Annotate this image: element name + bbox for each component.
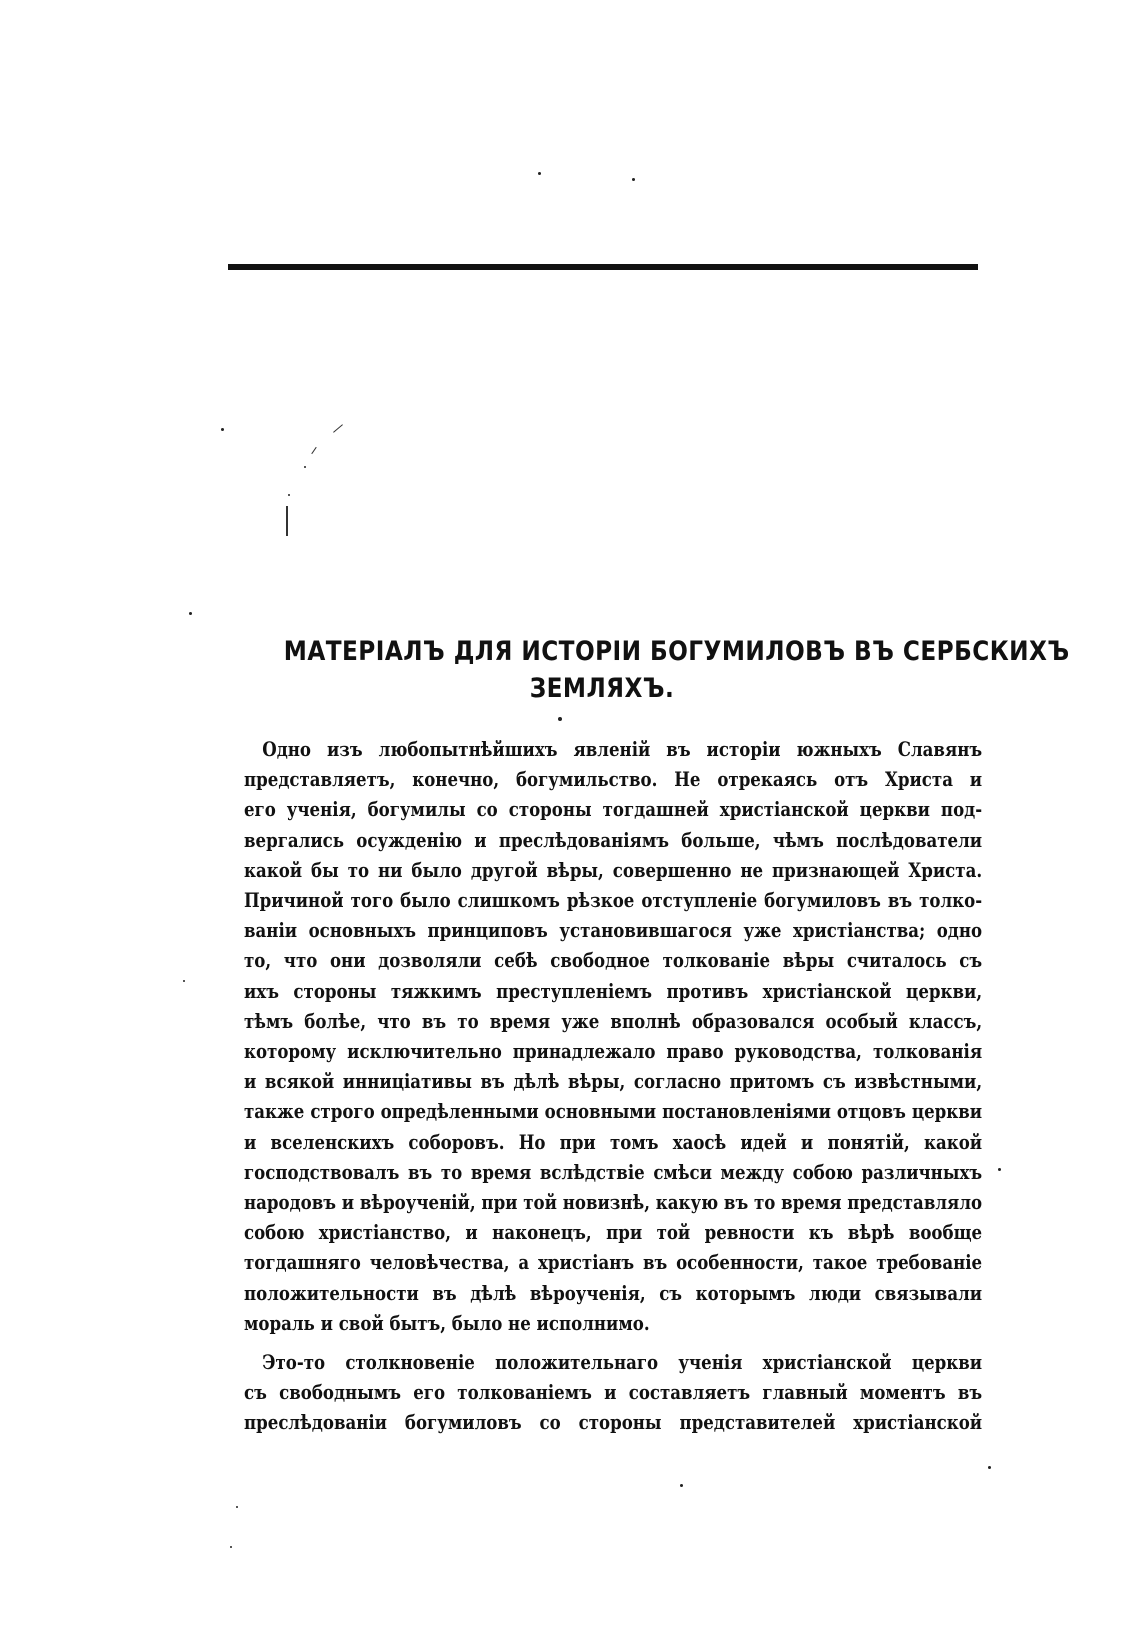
text-line: положительности въ дѣлѣ вѣроученія, съ которымъ люди связывали	[244, 1280, 983, 1305]
text-line: Одно изъ любопытнѣйшихъ явленій въ исторіи южныхъ Славянъ	[262, 737, 983, 761]
scan-speck	[304, 466, 306, 468]
text-line: преслѣдованіи богумиловъ со стороны представителей христіанской	[244, 1410, 983, 1435]
text-line: собою христіанство, и наконецъ, при той ревности къ вѣрѣ вообще	[244, 1220, 983, 1245]
scan-speck	[558, 717, 562, 721]
title-line: МАТЕРІАЛЪ ДЛЯ ИСТОРІИ БОГУМИЛОВЪ ВЪ СЕРБСКИХЪ	[283, 636, 1070, 667]
text-line: которому исключительно принадлежало право руководства, толкованія	[244, 1039, 983, 1064]
text-line: господствовалъ въ то время вслѣдствіе смѣси между собою различныхъ	[244, 1159, 983, 1184]
text-line: мораль и свой бытъ, было не исполнимо.	[244, 1310, 650, 1335]
title-line: ЗЕМЛЯХЪ.	[529, 673, 675, 704]
scan-speck	[236, 1506, 238, 1508]
article-body	[244, 734, 982, 1438]
text-line: народовъ и вѣроученій, при той новизнѣ, какую въ то время представляло	[244, 1190, 983, 1215]
paragraph	[244, 734, 982, 1338]
scan-speck	[998, 1168, 1001, 1171]
scan-scratch	[333, 424, 343, 432]
text-line: ваніи основныхъ принциповъ установившагося уже христіанства; одно	[244, 918, 983, 943]
text-line: тогдашняго человѣчества, а христіанъ въ особенности, такое требованіе	[244, 1250, 983, 1275]
text-line: Это-то столкновеніе положительнаго ученія христіанской церкви	[262, 1350, 983, 1375]
text-line: то, что они дозволяли себѣ свободное толкованіе вѣры считалось съ	[244, 948, 983, 973]
scan-speck	[221, 428, 224, 431]
scan-speck	[183, 980, 185, 982]
text-line: ихъ стороны тяжкимъ преступленіемъ противъ христіанской церкви,	[244, 978, 983, 1003]
scan-speck	[230, 1546, 232, 1548]
text-line: тѣмъ болѣе, что въ то время уже вполнѣ образовался особый классъ,	[244, 1008, 983, 1033]
paragraph	[244, 1347, 982, 1438]
text-line: представляетъ, конечно, богумильство. Не отрекаясь отъ Христа и	[244, 767, 983, 792]
scan-speck	[538, 172, 541, 175]
text-line: Причиной того было слишкомъ рѣзкое отступленіе богумиловъ въ толко-	[244, 888, 983, 913]
scan-scratch	[286, 506, 288, 536]
top-rule	[228, 264, 978, 270]
text-line: его ученія, богумилы со стороны тогдашней христіанской церкви под-	[244, 797, 983, 822]
text-line: какой бы то ни было другой вѣры, совершенно не признающей Христа.	[244, 857, 983, 882]
scan-speck	[288, 494, 290, 496]
article-title	[283, 633, 1070, 707]
scan-speck	[632, 178, 635, 181]
scan-scratch	[311, 447, 316, 454]
scan-speck	[680, 1484, 683, 1487]
text-line: съ свободнымъ его толкованіемъ и составляетъ главный моментъ въ	[244, 1380, 983, 1405]
text-line: также строго опредѣленными основными постановленіями отцовъ церкви	[244, 1099, 983, 1124]
text-line: вергались осужденію и преслѣдованіямъ больше, чѣмъ послѣдователи	[244, 827, 983, 852]
text-line: и вселенскихъ соборовъ. Но при томъ хаосѣ идей и понятій, какой	[244, 1129, 983, 1154]
text-line: и всякой инниціативы въ дѣлѣ вѣры, согласно притомъ съ извѣстными,	[244, 1069, 983, 1094]
scan-speck	[988, 1466, 991, 1469]
scan-speck	[189, 612, 192, 615]
